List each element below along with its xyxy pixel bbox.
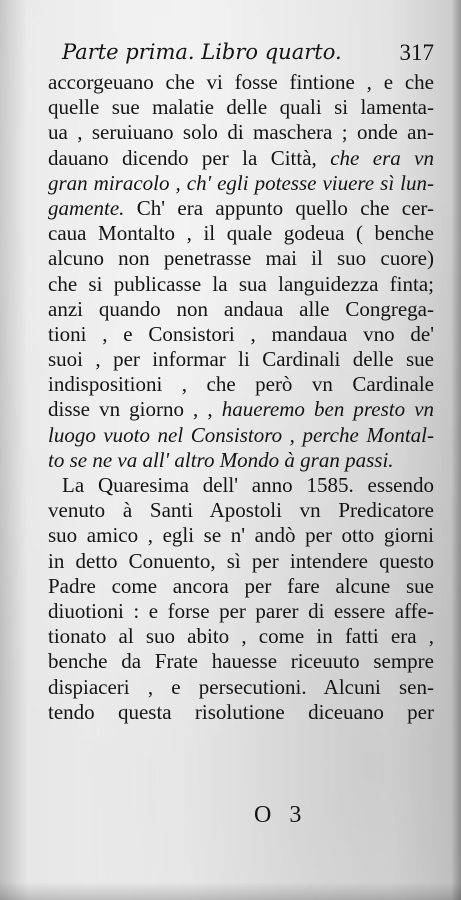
text-segment: diuotioni : e forse per parer di essere affe-	[48, 598, 434, 623]
text-line	[48, 120, 434, 145]
text-segment: dispiaceri , e persecutioni. Alcuni sen-	[48, 674, 434, 699]
text-line	[48, 171, 434, 196]
page-edge-shadow-right	[451, 0, 461, 900]
text-segment: suoi , per informar li Cardinali delle sue	[48, 347, 434, 372]
text-segment: suo amico , egli se n' andò per otto giorni	[48, 523, 434, 548]
text-line	[48, 498, 434, 523]
text-line	[48, 221, 434, 246]
text-line	[48, 70, 434, 95]
text-segment: indispositioni , che però vn Cardinale	[48, 372, 434, 397]
italic-text-segment: che era vn	[330, 145, 434, 170]
text-segment: Padre come ancora per fare alcune sue	[48, 573, 434, 598]
page-edge-shadow-bottom	[0, 882, 461, 900]
text-line	[48, 146, 434, 171]
text-line	[48, 95, 434, 120]
text-line	[48, 297, 434, 322]
text-segment: in detto Conuento, sì per intendere questo	[48, 548, 434, 573]
text-line	[48, 549, 434, 574]
page-number: 317	[399, 40, 434, 65]
text-line	[48, 700, 434, 725]
page-footer	[0, 802, 461, 832]
text-line	[48, 347, 434, 372]
text-segment: tioni , e Consistori , mandaua vno de'	[48, 321, 434, 346]
text-line	[48, 397, 434, 422]
text-segment: dauano dicendo per la Città,	[48, 145, 331, 170]
page-header	[62, 40, 434, 70]
text-line	[48, 574, 434, 599]
text-segment: anzi quando non andaua alle Congrega-	[48, 296, 434, 321]
text-line	[48, 523, 434, 548]
text-line	[48, 675, 434, 700]
body-text	[48, 70, 434, 725]
text-segment: venuto à Santi Apostoli vn Predicatore	[48, 498, 434, 523]
italic-text-segment: to se ne va all' altro Mondo à gran passi.	[48, 447, 394, 472]
text-segment: tionato al suo abito , come in fatti era ,	[48, 624, 434, 649]
text-segment: alcuno non penetrasse mai il suo cuore)	[48, 246, 434, 271]
text-line	[48, 448, 434, 473]
italic-text-segment: haueremo ben presto vn	[221, 397, 434, 422]
text-segment: benche da Frate hauesse riceuuto sempre	[48, 649, 434, 674]
text-segment: che si publicasse la sua languidezza finta;	[48, 271, 434, 296]
text-line	[48, 272, 434, 297]
text-line	[48, 246, 434, 271]
text-line	[48, 322, 434, 347]
text-line	[48, 473, 434, 498]
italic-text-segment: luogo vuoto nel Consistoro , perche Montal-	[48, 422, 434, 447]
text-segment: quelle sue malatie delle quali si lamenta-	[48, 95, 434, 120]
text-segment: tendo questa risolutione diceuano per	[48, 699, 434, 724]
italic-text-segment: gamente.	[48, 195, 125, 220]
text-segment: disse vn giorno , ,	[48, 397, 222, 422]
signature-mark: O 3	[254, 802, 308, 828]
text-line	[48, 649, 434, 674]
text-segment: La Quaresima dell' anno 1585. essendo	[62, 473, 434, 497]
text-segment: ua , seruiuano solo di maschera ; onde an-	[48, 120, 434, 145]
text-line	[48, 196, 434, 221]
italic-text-segment: gran miracolo , ch' egli potesse viuere sì lun-	[48, 170, 434, 195]
running-head: Parte prima. Libro quarto.	[62, 40, 342, 64]
text-segment: accorgeuano che vi fosse fintione , e che	[48, 70, 434, 94]
text-segment: caua Montalto , il quale godeua ( benche	[48, 221, 434, 246]
text-line	[48, 423, 434, 448]
text-segment: Ch' era appunto quello che cer-	[124, 195, 434, 220]
text-line	[48, 624, 434, 649]
text-line	[48, 372, 434, 397]
text-line	[48, 599, 434, 624]
